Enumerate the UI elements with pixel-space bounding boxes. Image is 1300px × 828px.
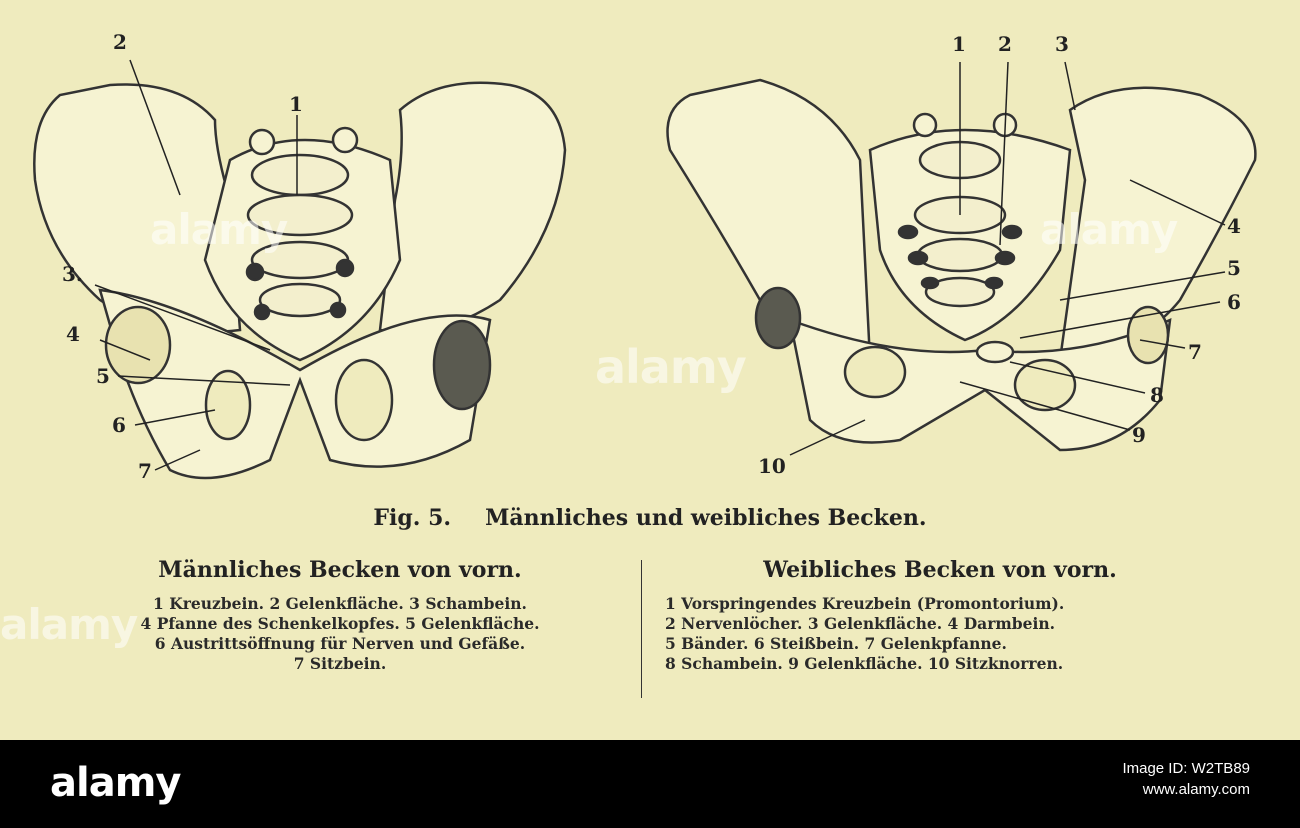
female-pelvis-drawing <box>668 80 1256 450</box>
male-label-4: 4 <box>66 322 80 346</box>
watermark: alamy <box>0 600 138 649</box>
female-label-3: 3 <box>1055 32 1069 56</box>
female-legend-row: 1 Vorspringendes Kreuzbein (Promontorium). <box>665 594 1065 613</box>
figure-title: Männliches und weibliches Becken. <box>485 505 927 531</box>
male-label-6: 6 <box>112 413 126 437</box>
male-legend-row: 7 Sitzbein. <box>293 654 387 673</box>
female-label-10: 10 <box>758 454 786 478</box>
male-legend-row: 6 Austrittsöffnung für Nerven und Gefäße. <box>154 634 526 653</box>
male-label-5: 5 <box>96 364 110 388</box>
figure-caption <box>0 505 1300 531</box>
male-legend <box>60 594 620 674</box>
footer-bar <box>0 740 1300 828</box>
watermark: alamy <box>150 205 288 254</box>
male-label-2: 2 <box>113 30 127 54</box>
alamy-logo: alamy <box>50 760 181 806</box>
female-label-8: 8 <box>1150 383 1164 407</box>
female-label-7: 7 <box>1188 340 1202 364</box>
female-label-9: 9 <box>1132 423 1146 447</box>
male-label-1: 1 <box>289 92 303 116</box>
female-label-6: 6 <box>1227 290 1241 314</box>
watermark: alamy <box>1040 205 1178 254</box>
female-label-2: 2 <box>998 32 1012 56</box>
female-label-4: 4 <box>1227 214 1241 238</box>
male-vertebra-4 <box>260 284 340 316</box>
male-legend-title: Männliches Becken von vorn. <box>158 557 522 583</box>
female-label-5: 5 <box>1227 256 1241 280</box>
male-right-acetabulum <box>434 321 490 409</box>
male-legend-row: 1 Kreuzbein. 2 Gelenkfläche. 3 Schambein. <box>153 594 527 613</box>
male-left-acetabulum <box>106 307 170 383</box>
male-label-7: 7 <box>138 459 152 483</box>
site-url: www.alamy.com <box>1142 781 1250 798</box>
image-id: Image ID: W2TB89 <box>1122 760 1250 777</box>
female-legend-row: 5 Bänder. 6 Steißbein. 7 Gelenkpfanne. <box>665 634 1007 653</box>
female-right-foramen <box>1015 360 1075 410</box>
female-legend-row: 2 Nervenlöcher. 3 Gelenkfläche. 4 Darmbein. <box>665 614 1056 633</box>
female-legend-row: 8 Schambein. 9 Gelenkfläche. 10 Sitzknorren. <box>665 654 1064 673</box>
legend-divider <box>641 560 642 698</box>
image-info <box>1122 758 1250 800</box>
female-legend <box>665 594 1225 674</box>
male-right-foramen <box>336 360 392 440</box>
watermark: alamy <box>595 340 746 394</box>
figure-number: Fig. 5. <box>373 505 452 531</box>
male-legend-row: 4 Pfanne des Schenkelkopfes. 5 Gelenkfläche. <box>140 614 540 633</box>
female-legend-title: Weibliches Becken von vorn. <box>763 557 1117 583</box>
male-right-ilium <box>380 83 565 332</box>
male-vertebra-1 <box>252 155 348 195</box>
female-label-1: 1 <box>952 32 966 56</box>
female-left-acetabulum <box>756 288 800 348</box>
female-left-foramen <box>845 347 905 397</box>
male-label-3: 3. <box>62 262 83 286</box>
